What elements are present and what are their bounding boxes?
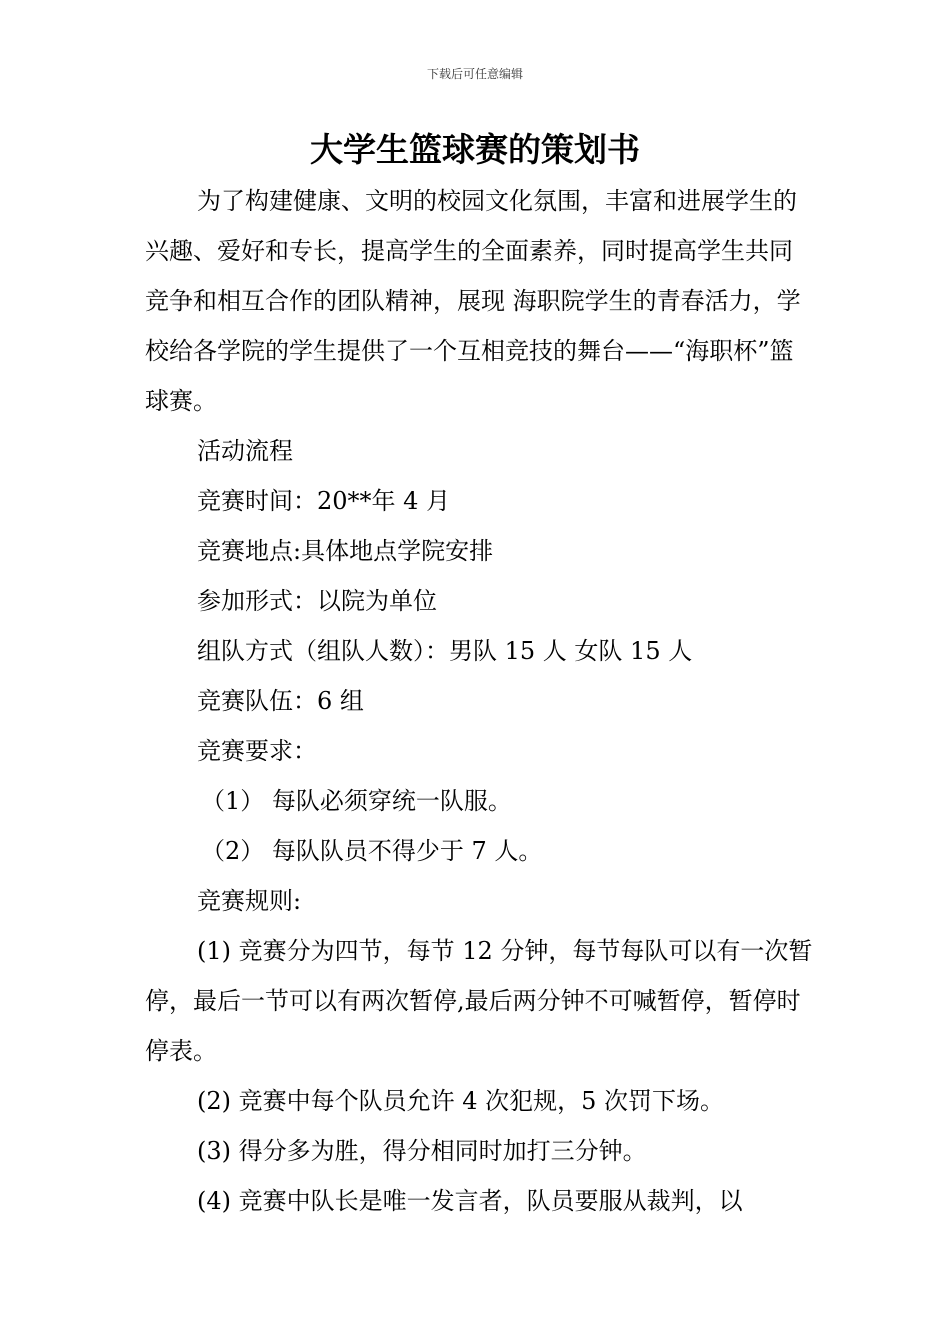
team-count: 竞赛队伍：6 组 bbox=[197, 687, 364, 715]
requirements-heading: 竞赛要求： bbox=[197, 737, 317, 765]
intro-paragraph: 为了构建健康、文明的校园文化氛围，丰富和进展学生的兴趣、爱好和专长，提高学生的全面素养，同时提高学生共同竞争和相互合作的团队精神，展现 海职院学生的青春活力，学校给各学院的学生提供了一个互相竞技的舞台——“海职杯”篮球赛。 bbox=[145, 187, 801, 415]
participation-form: 参加形式：以院为单位 bbox=[197, 587, 437, 615]
team-formation: 组队方式（组队人数）：男队 15 人 女队 15 人 bbox=[197, 637, 693, 665]
document-title: 大学生篮球赛的策划书 bbox=[310, 130, 640, 169]
rule-item: (3) 得分多为胜，得分相同时加打三分钟。 bbox=[197, 1137, 647, 1165]
header-note: 下载后可任意编辑 bbox=[426, 67, 523, 81]
rule-item: (4) 竞赛中队长是唯一发言者，队员要服从裁判，以 bbox=[197, 1187, 743, 1215]
document-body bbox=[145, 176, 815, 1226]
competition-time: 竞赛时间：20**年 4 月 bbox=[197, 487, 451, 515]
section-activity-flow: 活动流程 bbox=[197, 437, 293, 465]
requirement-item: （1） 每队必须穿统一队服。 bbox=[201, 787, 512, 815]
rule-item: (1) 竞赛分为四节，每节 12 分钟，每节每队可以有一次暂停，最后一节可以有两次暂停,最后两分钟不可喊暂停，暂停时停表。 bbox=[145, 937, 813, 1065]
rule-item: (2) 竞赛中每个队员允许 4 次犯规，5 次罚下场。 bbox=[197, 1087, 725, 1115]
competition-place: 竞赛地点:具体地点学院安排 bbox=[197, 537, 494, 565]
requirement-item: （2） 每队队员不得少于 7 人。 bbox=[201, 837, 543, 865]
rules-heading: 竞赛规则: bbox=[197, 887, 302, 915]
